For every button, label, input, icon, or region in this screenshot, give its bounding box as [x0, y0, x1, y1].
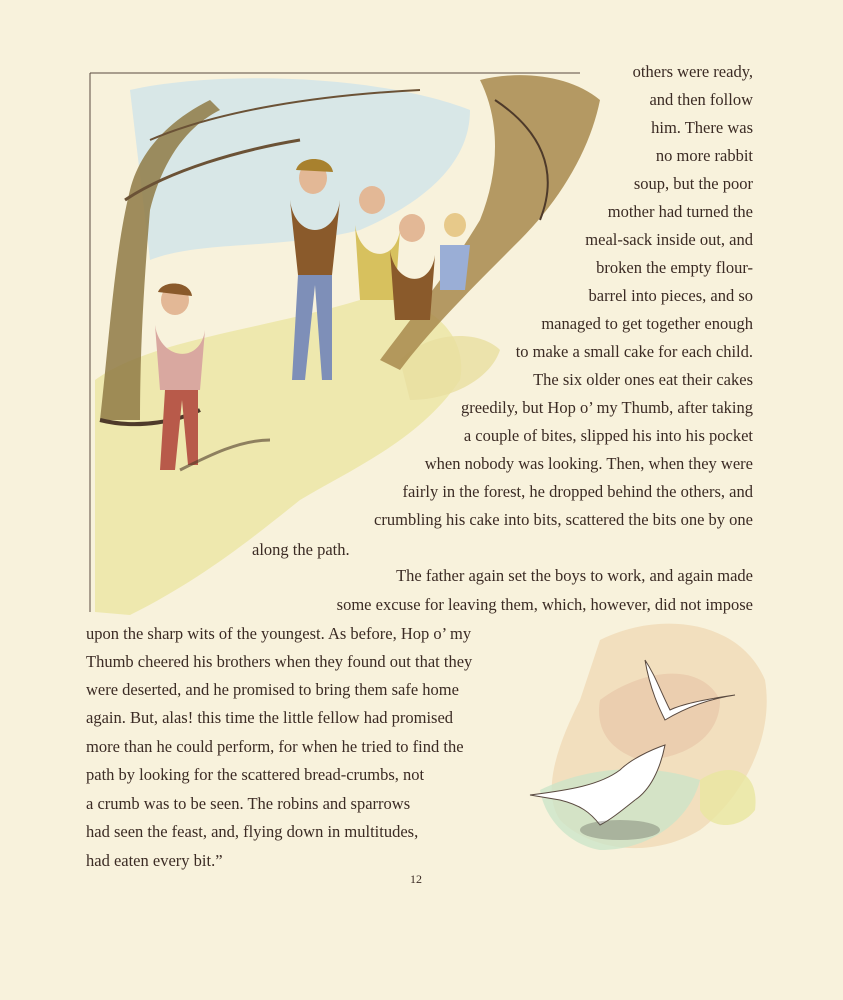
- text-line: fairly in the forest, he dropped behind the others, and: [402, 482, 753, 501]
- text-line: path by looking for the scattered bread-crumbs, not: [86, 765, 425, 784]
- page-number: 12: [410, 872, 422, 886]
- text-line: had eaten every bit.”: [86, 851, 223, 870]
- text-line: greedily, but Hop o’ my Thumb, after taking: [460, 398, 753, 417]
- text-line: a couple of bites, slipped his into his pocket: [463, 426, 753, 445]
- text-line: The six older ones eat their cakes: [533, 370, 753, 389]
- text-line: again. But, alas! this time the little fellow had promised: [86, 708, 454, 727]
- text-line: him. There was: [651, 118, 753, 137]
- text-line: more than he could perform, for when he tried to find the: [86, 737, 464, 756]
- text-line: others were ready,: [632, 62, 753, 81]
- text-line: no more rabbit: [655, 146, 753, 165]
- text-line: mother had turned the: [607, 202, 753, 221]
- text-line: and then follow: [649, 90, 753, 109]
- text-line: broken the empty flour-: [596, 258, 753, 277]
- text-line: had seen the feast, and, flying down in multitudes,: [86, 822, 419, 841]
- text-line: when nobody was looking. Then, when they were: [424, 454, 753, 473]
- birds-illustration: [530, 624, 767, 850]
- text-line: some excuse for leaving them, which, however, did not impose: [336, 595, 753, 614]
- text-line: The father again set the boys to work, and again made: [396, 566, 753, 585]
- text-line: were deserted, and he promised to bring them safe home: [86, 680, 459, 699]
- text-line: along the path.: [252, 540, 350, 559]
- text-line: crumbling his cake into bits, scattered the bits one by one: [374, 510, 753, 529]
- text-line: managed to get together enough: [541, 314, 753, 333]
- text-line: to make a small cake for each child.: [515, 342, 753, 361]
- text-line: barrel into pieces, and so: [588, 286, 753, 305]
- text-line: a crumb was to be seen. The robins and sparrows: [86, 794, 411, 813]
- text-line: soup, but the poor: [633, 174, 753, 193]
- text-line: meal-sack inside out, and: [585, 230, 753, 249]
- text-line: Thumb cheered his brothers when they found out that they: [86, 652, 473, 671]
- text-line: upon the sharp wits of the youngest. As before, Hop o’ my: [86, 624, 472, 643]
